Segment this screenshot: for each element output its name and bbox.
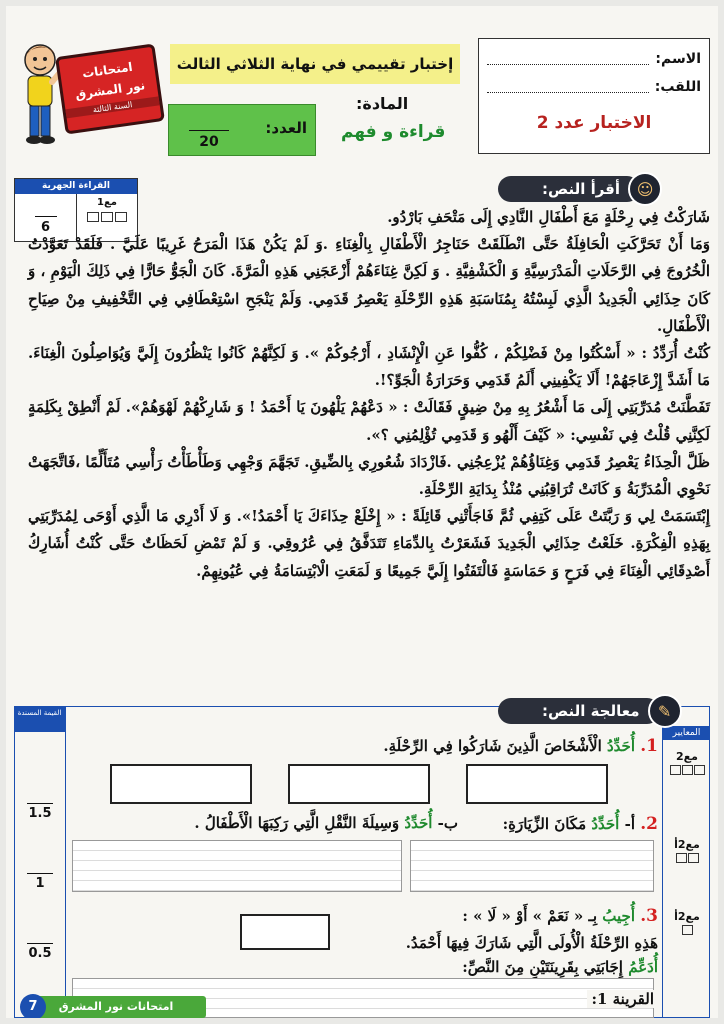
q2-score bbox=[14, 856, 66, 891]
q2-score-input[interactable] bbox=[38, 856, 43, 871]
criterion-q2-label: مع2أ bbox=[674, 838, 700, 851]
criterion-q1-label: مع2 bbox=[676, 750, 698, 763]
reading-score-header: القراءة الجهرية bbox=[15, 179, 137, 194]
q3-score-input[interactable] bbox=[38, 926, 43, 941]
criterion-box[interactable] bbox=[694, 765, 705, 775]
q2b-verb: أُحَدِّدُ bbox=[404, 814, 433, 832]
score-label: العدد: bbox=[265, 119, 307, 137]
criterion-box[interactable] bbox=[688, 853, 699, 863]
question-3 bbox=[462, 906, 658, 926]
reading-text bbox=[28, 204, 710, 585]
q1-answer-box-3[interactable] bbox=[110, 764, 252, 804]
exam-title: إختبار تقييمي في نهاية الثلاثي الثالث bbox=[170, 44, 460, 84]
criterion-q1 bbox=[665, 750, 709, 775]
student-info-box bbox=[478, 38, 710, 154]
q3-support-verb: أُدَعِّمُ bbox=[628, 958, 658, 976]
paragraph: كُنْتُ أُرَدِّدُ : « أَسْكُتُوا مِنْ فَضْلِكُمْ ، كُفُّوا عَنِ الْإِنْشَادِ ، أَرْجُوكُمْ ». وَ لَكِنَّهُمْ كَانُوا يَنْظُرُونَ إِلَيَّ وَيُوَاصِلُونَ الْغِنَاءَ. مَا أَشَدَّ إِزْعَاجَهُمْ! أَلَا يَكْفِينِي أَلَمُ قَدَمِي وَحَرَارَةُ الْجَوِّ؟!. bbox=[28, 344, 710, 390]
q1-score-max: 1.5 bbox=[28, 806, 52, 821]
test-number: الاختبار عدد 2 bbox=[536, 113, 652, 133]
question-1 bbox=[383, 736, 658, 756]
score-column bbox=[14, 706, 66, 1018]
q1-verb: أُحَدِّدُ bbox=[607, 737, 635, 755]
q2b-text: وَسِيلَةَ النَّقْلِ الَّتِي رَكِبَهَا الْأَطْفَالُ . bbox=[194, 814, 400, 832]
processing-section-title: معالجة النص: bbox=[498, 698, 660, 724]
q3-score bbox=[14, 926, 66, 961]
q2a-text: مَكَانَ الزِّيَارَةِ: bbox=[502, 815, 587, 833]
paragraph: تَفَطَّنَتْ مُدَرِّبَتِي إِلَى مَا أَشْعُرُ بِهِ مِنْ ضِيقٍ فَقَالَتْ : « دَعْهُمْ يَلْهُونَ يَا أَحْمَدُ ! وَ شَارِكْهُمْ لَهْوَهُمْ». لَمْ أَنْطِقْ بِكَلِمَةٍ لَكِنَّنِي قُلْتُ فِي نَفْسِي: « كَيْفَ أَلْهُو وَ قَدَمِي تُؤْلِمُنِي ؟». bbox=[28, 398, 710, 444]
logo-line3: السنة الثالثة bbox=[65, 96, 159, 118]
criteria-column-header: المعايير bbox=[663, 726, 710, 740]
clue-label: القرينة 1: bbox=[587, 990, 658, 1008]
score-column-header: القيمة المسندة bbox=[14, 706, 65, 732]
score-numerator[interactable] bbox=[207, 111, 212, 127]
subject-label: المادة: bbox=[356, 94, 409, 113]
q1-answer-box-1[interactable] bbox=[466, 764, 608, 804]
name-row bbox=[487, 45, 701, 73]
logo-line1: امتحانات bbox=[81, 59, 134, 81]
criterion-box[interactable] bbox=[676, 853, 687, 863]
name-label: الاسم: bbox=[655, 51, 701, 67]
q3-statement: هَذِهِ الرِّحْلَةُ الْأُولَى الَّتِي شَارَكَ فِيهَا أَحْمَدُ. bbox=[405, 934, 658, 952]
q3-score-max: 0.5 bbox=[28, 946, 52, 961]
q3-answer-box[interactable] bbox=[240, 914, 330, 950]
q1-answer-box-2[interactable] bbox=[288, 764, 430, 804]
paragraph: ظَلَّ الْحِذَاءُ يَعْصِرُ قَدَمِي وَغِنَاؤُهُمْ يُزْعِجُنِي .فَازْدَادَ شُعُورِي بِالضِّيقِ. تَجَهَّمَ وَجْهِي وَطَأْطَأْتُ رَأْسِي مُتَأَلِّمًا ،فَاتَّجَهَتْ نَحْوِي الْمُدَرِّبَةُ وَ كَانَتْ تُرَاقِبُنِي مُنْذُ بِدَايَةِ الرِّحْلَةِ. bbox=[28, 452, 710, 499]
criterion-q3 bbox=[665, 910, 709, 935]
paragraph: وَمَا أَنْ تَحَرَّكَتِ الْحَافِلَةُ حَتَّى انْطَلَقَتْ حَنَاجِرُ الْأَطْفَالِ بِالْغِنَاءِ .وَ لَمْ يَكُنْ هَذَا الْمَرَحُ غَرِيبًا عَلَيَّ . فَلَقَدْ تَعَوَّدْتُ الْخُرُوجَ فِي الرَّحَلَاتِ الْمَدْرَسِيَّةِ وَ الْكَشْفِيَّةِ . وَ لَكِنَّ غِنَاءَهُمْ أَزْعَجَنِي هَذِهِ الْمَرَّةَ. كَانَ الْجَوُّ حَارًّا فِي ذَلِكَ الْيَوْمِ ، وَ كَانَ حِذَائِي الْجَدِيدُ الَّذِي لَبِسْتُهُ بِمُنَاسَبَةِ هَذِهِ الرِّحْلَةِ يَعْصِرُ قَدَمِي. وَلَمْ يَنْجَحِ اسْتِعْطَافِي فِي التَّخْفِيفِ مِنْ صِيَاحِ الْأَطْفَالِ. bbox=[28, 235, 710, 335]
q1-number: 1. bbox=[640, 736, 658, 756]
surname-label: اللقب: bbox=[654, 79, 701, 95]
processing-section-header bbox=[498, 696, 682, 726]
q2-number: 2. bbox=[640, 814, 658, 834]
criterion-q2 bbox=[665, 838, 709, 863]
logo-sign bbox=[55, 43, 165, 134]
logo-line2: نور المشرق bbox=[74, 78, 146, 102]
q2-score-max: 1 bbox=[35, 876, 45, 891]
q2b-prefix: ب- bbox=[437, 814, 458, 832]
exam-page bbox=[6, 6, 718, 1018]
q1-text: الْأَشْخَاصَ الَّذِينَ شَارَكُوا فِي الرِّحْلَةِ. bbox=[383, 737, 602, 755]
q2b-answer-lines[interactable] bbox=[72, 840, 402, 892]
paragraph: إِبْتَسَمَتْ لِي وَ رَبَّتَتْ عَلَى كَتِفِي ثُمَّ فَاجَأَتْنِي قَائِلَةً : « إِخْلَعْ حِذَاءَكَ يَا أَحْمَدُ!». وَ لَا أَدْرِي مَا الَّذِي أَوْحَى لِمُدَرِّبَتِي بِهَذِهِ الْفِكْرَةِ. خَلَعْتُ حِذَائِي الْجَدِيدَ فَشَعَرْتُ بِالدِّمَاءِ تَتَدَفَّقُ فِي عُرُوقِي. وَ لَمْ تَمْضِ لَحَظَاتٌ حَتَّى كُنْتُ أُشَارِكُ أَصْدِقَائِي الْغِنَاءَ فِي فَرَحٍ وَ حَمَاسَةٍ فَالْتَفَتُوا إِلَيَّ جَمِيعًا وَ لَمَعَتِ الْابْتِسَامَةُ فِي عُيُونِهِمْ. bbox=[28, 507, 710, 580]
paragraph: شَارَكْتُ فِي رِحْلَةٍ مَعَ أَطْفَالِ النَّادِي إِلَى مَتْحَفِ بَارْدُو. bbox=[387, 208, 710, 226]
q3-support-text: إِجَابَتِي بِقَرِينَتَيْنِ مِنَ النَّصِّ: bbox=[462, 958, 623, 976]
name-field[interactable] bbox=[487, 53, 649, 65]
cartoon-boy-icon bbox=[14, 40, 64, 148]
criterion-q3-label: مع2أ bbox=[674, 910, 700, 923]
total-score-fraction bbox=[189, 111, 229, 150]
q3-text: بِـ « نَعَمْ » أَوْ « لَا » : bbox=[462, 907, 598, 925]
q1-score bbox=[14, 786, 66, 821]
q2a-prefix: أ- bbox=[624, 815, 635, 833]
question-2b bbox=[194, 814, 458, 832]
q2a-answer-lines[interactable] bbox=[410, 840, 654, 892]
score-denominator: 20 bbox=[199, 134, 219, 150]
brand-logo bbox=[10, 34, 165, 152]
pencil-icon: ✎ bbox=[648, 694, 682, 728]
reading-section-title: أقرأ النص: bbox=[498, 176, 640, 202]
reading-section-header bbox=[498, 174, 662, 204]
criterion-box[interactable] bbox=[682, 925, 693, 935]
subject-value: قراءة و فهم bbox=[341, 122, 446, 142]
question-2a bbox=[503, 814, 658, 834]
page-number: 7 bbox=[20, 994, 46, 1018]
q1-score-input[interactable] bbox=[38, 786, 43, 801]
footer-brand: امتحانات نور المشرق bbox=[26, 996, 206, 1018]
reading-child-icon: ☺ bbox=[628, 172, 662, 206]
q3-support bbox=[462, 958, 658, 976]
q2a-verb: أُحَدِّدُ bbox=[591, 815, 620, 833]
surname-field[interactable] bbox=[487, 81, 649, 93]
q3-number: 3. bbox=[640, 906, 658, 926]
q3-verb: أُجِيبُ bbox=[602, 907, 635, 925]
criterion-box[interactable] bbox=[682, 765, 693, 775]
criterion-box[interactable] bbox=[670, 765, 681, 775]
total-score-box bbox=[168, 104, 316, 156]
criteria-column bbox=[662, 726, 710, 1018]
reading-score-denominator: 6 bbox=[40, 220, 51, 235]
surname-row bbox=[487, 73, 701, 101]
reading-criterion-label: مع1 bbox=[97, 197, 117, 208]
